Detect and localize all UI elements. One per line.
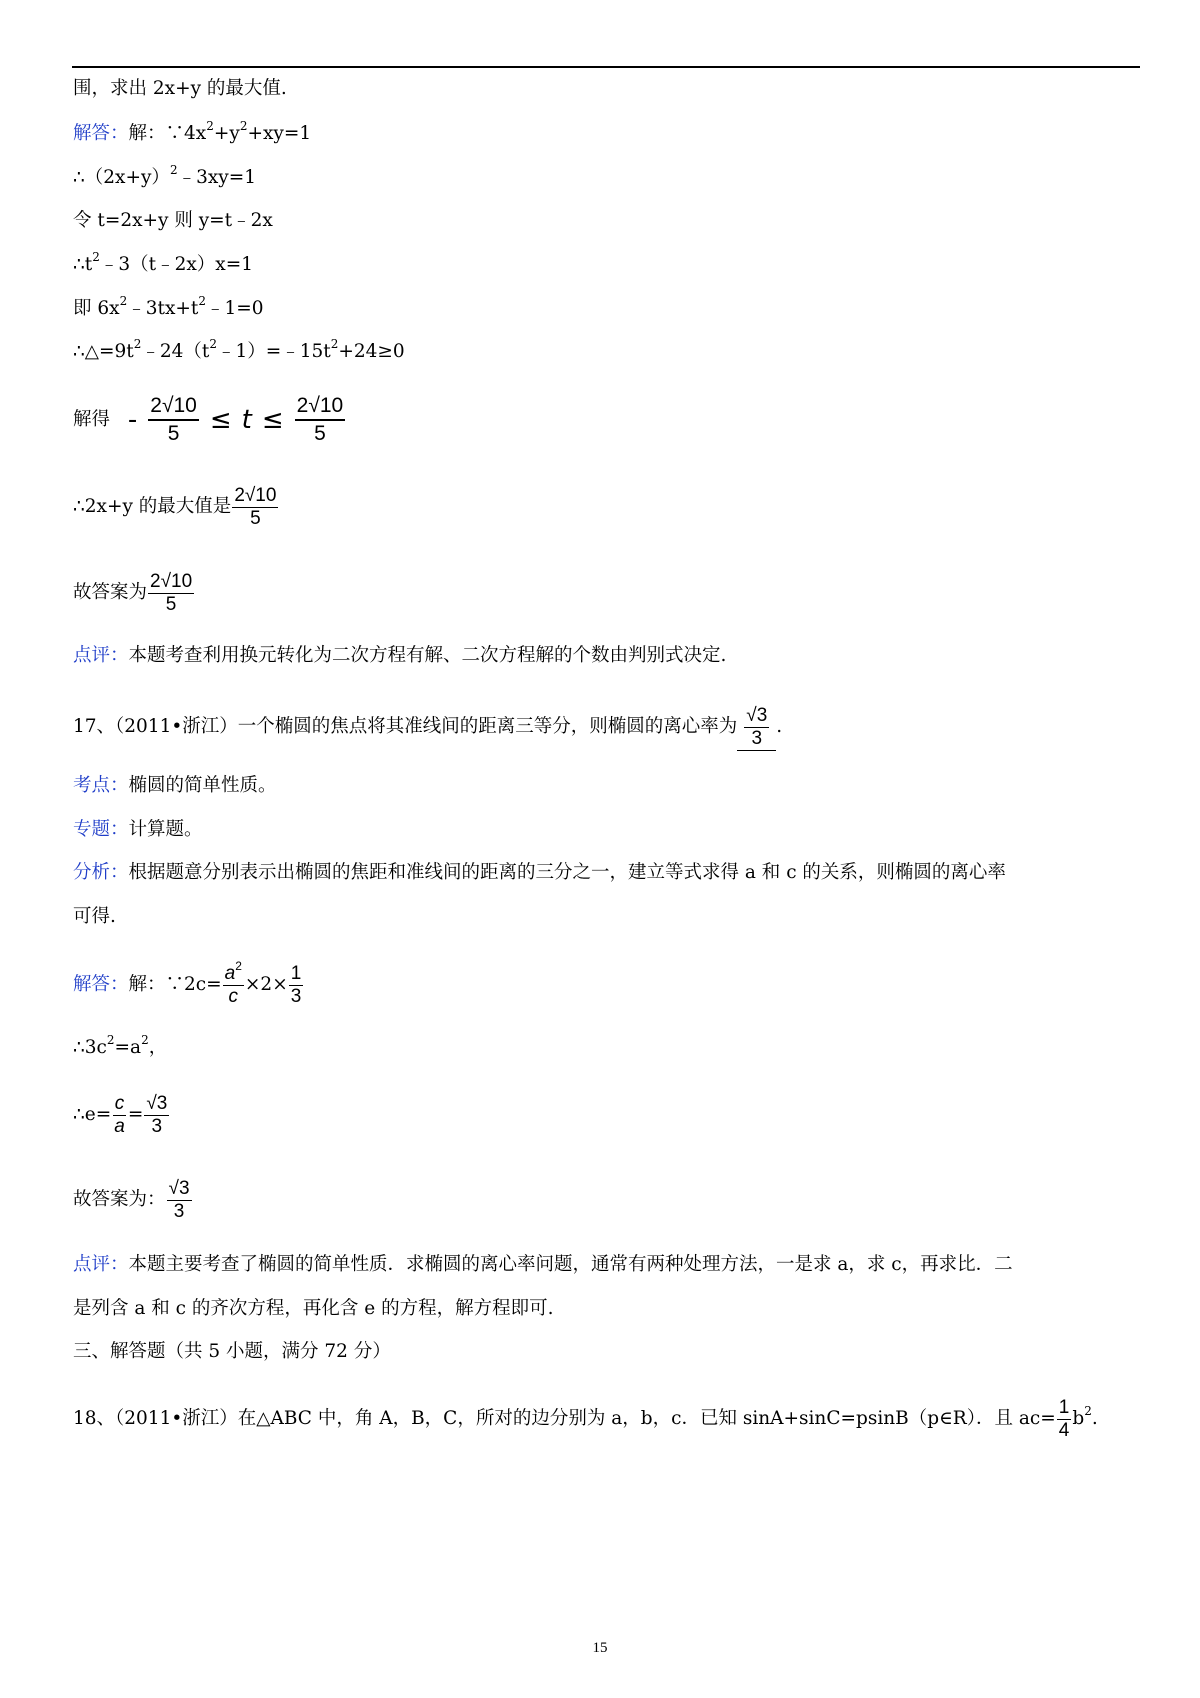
fraction-numerator: 2√10 (295, 393, 346, 421)
fraction (144, 1093, 169, 1138)
answer-text: 解：∵2c= (128, 974, 222, 995)
fraction-numerator: √3 (168, 1177, 190, 1199)
step-text: ﹣24（t (141, 341, 210, 362)
q17-analysis (73, 860, 1006, 886)
q16-final-line (73, 570, 195, 616)
point-text: 椭圆的简单性质。 (128, 775, 277, 796)
minus-sign: - (127, 405, 138, 435)
step-text: ∴t (73, 254, 93, 275)
comment-label: 点评： (73, 1254, 129, 1275)
question-end: . (1091, 1408, 1098, 1429)
fraction-denominator: 5 (165, 593, 177, 615)
q18-question (73, 1396, 1098, 1442)
q17-comment-cont (73, 1296, 554, 1322)
step-text: =a (114, 1037, 142, 1058)
fraction-denominator: 5 (314, 422, 326, 445)
fraction (744, 705, 769, 750)
fraction (148, 571, 194, 616)
comment-text: 本题主要考查了椭圆的简单性质．求椭圆的离心率问题，通常有两种处理方法，一是求 a，求 c，再求比．二 (128, 1254, 1013, 1275)
fraction (1057, 1397, 1072, 1442)
fraction-denominator: 5 (250, 507, 261, 529)
fraction-denominator: 3 (151, 1115, 163, 1137)
step-text: ﹣1）=﹣15t (216, 341, 331, 362)
q17-analysis-cont (73, 904, 116, 930)
question-text: 18、（2011•浙江）在△ABC 中，角 A，B，C，所对的边分别为 a，b，c．已知 sinA+sinC=psinB（p∈R）．且 ac= (73, 1408, 1056, 1429)
step-text: ∴（2x+y） (73, 167, 170, 188)
q16-max-line (73, 484, 279, 530)
q16-step5 (73, 339, 405, 365)
point-label: 考点： (73, 775, 129, 796)
step-text: 即 6x (73, 298, 120, 319)
question-text: 17、（2011•浙江）一个椭圆的焦点将其准线间的距离三等分，则椭圆的离心率为 (73, 716, 738, 737)
fraction (167, 1178, 192, 1223)
q17-question (73, 704, 782, 751)
comment-text: 是列含 a 和 c 的齐次方程，再化含 e 的方程，解方程即可. (73, 1298, 554, 1319)
step-text: 令 t=2x+y 则 y=t﹣2x (73, 210, 273, 231)
step-text: ﹣3（t﹣2x）x=1 (99, 254, 253, 275)
superscript: 2 (239, 119, 248, 133)
q16-step4 (73, 296, 264, 322)
q17-topic (73, 817, 203, 843)
fraction (112, 1093, 127, 1138)
answer-label: 解答： (73, 123, 129, 144)
superscript: 2 (119, 294, 128, 308)
comment-text: 本题考查利用换元转化为二次方程有解、二次方程解的个数由判别式决定. (128, 645, 727, 666)
answer-text: +xy=1 (247, 123, 312, 144)
superscript: 2 (141, 1033, 149, 1047)
final-text: 故答案为： (73, 1189, 166, 1210)
analysis-text: 根据题意分别表示出椭圆的焦距和准线间的距离的三分之一，建立等式求得 a 和 c 的关系，则椭圆的离心率 (128, 862, 1006, 883)
fraction-denominator: 3 (290, 985, 302, 1007)
le-sign: ≤ (261, 405, 284, 435)
fraction-numerator: √3 (146, 1092, 168, 1114)
topic-text: 计算题。 (128, 819, 203, 840)
superscript: 2 (330, 337, 339, 351)
intro-line (73, 76, 287, 102)
fraction (289, 963, 304, 1008)
superscript: 2 (235, 958, 242, 973)
header-rule (72, 66, 1140, 68)
fraction (223, 958, 244, 1008)
q17-point (73, 773, 277, 799)
answer-blank (737, 704, 776, 751)
answer-text: +y (213, 123, 240, 144)
fraction-numerator: √3 (746, 704, 768, 726)
question-end: . (776, 716, 783, 737)
fraction-denominator: 3 (751, 727, 763, 749)
superscript: 2 (209, 337, 217, 351)
step-text: ﹣3tx+t (127, 298, 199, 319)
superscript: 2 (206, 119, 214, 133)
step-text: +24≥0 (338, 341, 405, 362)
intro-text: 围，求出 2x+y 的最大值. (73, 78, 287, 99)
fraction-numerator: 2√10 (148, 393, 199, 421)
fraction-denominator: a (114, 1115, 125, 1137)
comment-label: 点评： (73, 645, 129, 666)
fraction-numerator: 1 (1058, 1396, 1070, 1418)
superscript: 2 (169, 163, 178, 177)
section-title-text: 三、解答题（共 5 小题，满分 72 分） (73, 1341, 391, 1362)
q16-step3 (73, 252, 253, 278)
fraction-numerator: 1 (290, 962, 302, 984)
question-text: b (1072, 1408, 1085, 1429)
numerator-var: a (224, 962, 236, 984)
step-text: ， (148, 1037, 168, 1058)
analysis-label: 分析： (73, 862, 129, 883)
superscript: 2 (1084, 1404, 1092, 1418)
q17-comment (73, 1252, 1013, 1278)
answer-label: 解答： (73, 974, 129, 995)
step-text: ﹣1=0 (205, 298, 264, 319)
q16-solve-line (73, 393, 346, 447)
answer-text: 解：∵4x (128, 123, 207, 144)
step-text: ∴△=9t (73, 341, 134, 362)
max-text: ∴2x+y 的最大值是 (73, 496, 232, 517)
q17-step1 (73, 1035, 167, 1061)
fraction-denominator: 3 (173, 1200, 185, 1222)
q16-comment (73, 643, 726, 669)
fraction-denominator: c (228, 985, 239, 1007)
fraction-denominator: 4 (1058, 1419, 1070, 1441)
q16-step2 (73, 208, 273, 234)
fraction (232, 485, 278, 530)
superscript: 2 (198, 294, 206, 308)
variable-t: t (241, 405, 252, 435)
le-sign: ≤ (209, 405, 232, 435)
fraction-numerator: 2√10 (150, 570, 193, 592)
fraction-numerator: 2√10 (234, 484, 277, 506)
analysis-text: 可得. (73, 906, 116, 927)
superscript: 2 (106, 1033, 115, 1047)
superscript: 2 (92, 250, 100, 264)
q16-step1 (73, 165, 256, 191)
fraction (148, 393, 199, 447)
equals-sign: = (127, 1104, 144, 1125)
final-text: 故答案为 (73, 582, 148, 603)
topic-label: 专题： (73, 819, 129, 840)
q17-answer-line (73, 958, 304, 1008)
fraction-numerator: c (114, 1092, 125, 1114)
fraction (295, 393, 346, 447)
answer-text: ×2× (244, 974, 288, 995)
section-title (73, 1339, 391, 1365)
step-text: ﹣3xy=1 (177, 167, 257, 188)
page-number: 15 (592, 1640, 608, 1656)
superscript: 2 (133, 337, 142, 351)
q17-final-line (73, 1177, 193, 1223)
fraction-numerator (223, 958, 244, 986)
q16-answer-line (73, 121, 311, 147)
fraction-denominator: 5 (167, 422, 180, 445)
solve-label: 解得 (73, 409, 111, 430)
q17-step2 (73, 1092, 170, 1138)
inequality (128, 393, 346, 447)
step-text: ∴e= (73, 1104, 112, 1125)
step-text: ∴3c (73, 1037, 107, 1058)
